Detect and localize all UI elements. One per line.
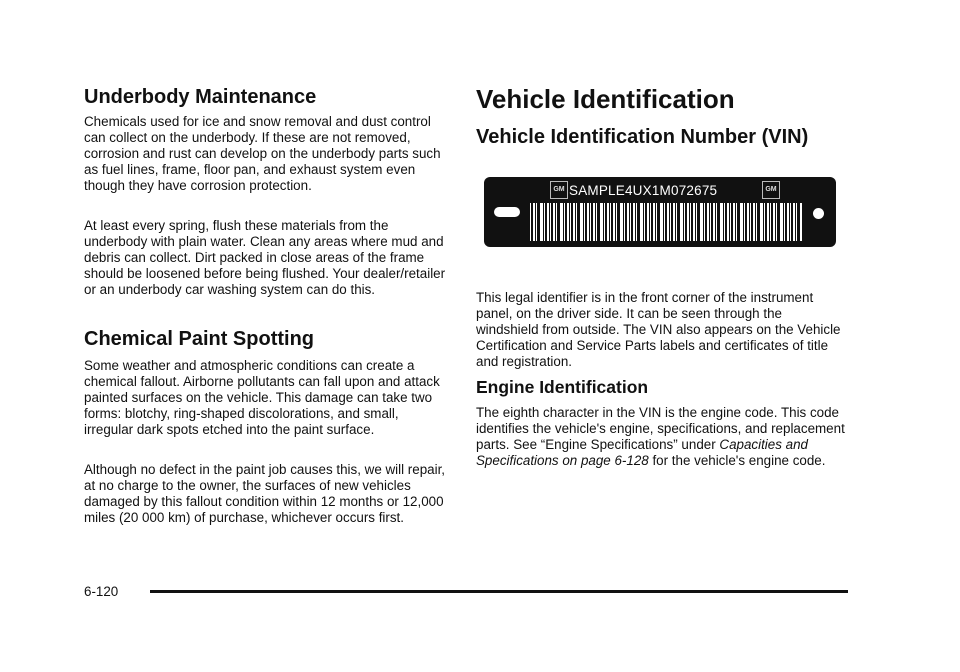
barcode-bar (684, 203, 685, 241)
underbody-paragraph-1: Chemicals used for ice and snow removal and dust control can collect on the underbody. If these are not removed, corrosion and rust can develop on the underbody parts such as fuel lines, frame, floor pan, and exhaust system even though they have corrosion protection. (84, 114, 441, 193)
plate-rivet-hole (813, 208, 824, 219)
barcode-bar (567, 203, 569, 241)
barcode-bar (600, 203, 603, 241)
barcode-bar (556, 203, 557, 241)
barcode-bar (576, 203, 577, 241)
barcode-bar (713, 203, 715, 241)
barcode-bar (630, 203, 631, 241)
barcode-bar (760, 203, 763, 241)
barcode-bar (540, 203, 543, 241)
barcode-bar (587, 203, 589, 241)
barcode-bar (724, 203, 725, 241)
heading-vehicle-identification: Vehicle Identification (476, 84, 735, 114)
barcode-bar (740, 203, 743, 241)
barcode-bar (627, 203, 629, 241)
barcode-bar (536, 203, 537, 241)
barcode-bar (796, 203, 797, 241)
barcode-bar (747, 203, 749, 241)
barcode-bar (787, 203, 789, 241)
heading-vin: Vehicle Identification Number (VIN) (476, 126, 809, 148)
barcode-bar (650, 203, 651, 241)
barcode-bar (776, 203, 777, 241)
barcode-bar (640, 203, 643, 241)
vin-plate-text: SAMPLE4UX1M072675 (569, 183, 718, 198)
barcode-bar (756, 203, 757, 241)
barcode-bar (580, 203, 583, 241)
barcode-bar (730, 203, 731, 241)
footer-rule (150, 590, 848, 593)
barcode-bar (676, 203, 677, 241)
underbody-paragraph-2: At least every spring, flush these materials from the underbody with plain water. Clean any areas where mud and debris can collect. Dirt packed in close areas of the frame should be loosened before being flushed. Your dealer/retailer or an underbody car washing system can do this. (84, 218, 446, 297)
barcode-bar (644, 203, 645, 241)
barcode-bar (736, 203, 737, 241)
barcode-bar (624, 203, 625, 241)
barcode-bar (750, 203, 751, 241)
gm-logo-left: GM (550, 181, 568, 199)
barcode-bar (660, 203, 663, 241)
barcode-bar (620, 203, 623, 241)
barcode-bar (720, 203, 723, 241)
plate-slot (494, 207, 520, 217)
barcode-bar (704, 203, 705, 241)
barcode-bar (530, 203, 531, 241)
barcode-bar (753, 203, 755, 241)
barcode-bar (680, 203, 683, 241)
barcode-bar (767, 203, 769, 241)
barcode-bar (633, 203, 635, 241)
vin-paragraph: This legal identifier is in the front corner of the instrument panel, on the driver side. It can be seen through the windshield from outside. The VIN also appears on the Vehicle Certification and Service Parts labels and certificates of title and registration. (476, 290, 841, 369)
engine-text-a: The eighth character in the VIN is the engine code. This code identifies the vehicle's engine, specifications, and replacement parts. See “Engine Specifications” under (476, 405, 845, 452)
barcode-bar (793, 203, 795, 241)
barcode-bar (764, 203, 765, 241)
vin-barcode (530, 203, 802, 241)
vin-plate-image (484, 177, 836, 247)
barcode-bar (780, 203, 783, 241)
barcode-bar (590, 203, 591, 241)
barcode-bar (544, 203, 545, 241)
barcode-bar (673, 203, 675, 241)
paint-paragraph-2: Although no defect in the paint job causes this, we will repair, at no charge to the owner, the surfaces of new vehicles damaged by this fallout condition within 12 months or 12,000 miles (20 000 km) of purchase, whichever occurs first. (84, 462, 446, 525)
barcode-bar (593, 203, 595, 241)
gm-logo-right: GM (762, 181, 780, 199)
barcode-bar (744, 203, 745, 241)
barcode-bar (664, 203, 665, 241)
barcode-bar (607, 203, 609, 241)
barcode-bar (656, 203, 657, 241)
heading-chemical-paint-spotting: Chemical Paint Spotting (84, 328, 315, 350)
barcode-bar (547, 203, 549, 241)
barcode-bar (610, 203, 611, 241)
barcode-bar (570, 203, 571, 241)
barcode-bar (693, 203, 695, 241)
engine-paragraph (476, 405, 846, 469)
barcode-bar (604, 203, 605, 241)
barcode-bar (696, 203, 697, 241)
barcode-bar (553, 203, 555, 241)
barcode-bar (716, 203, 717, 241)
barcode-bar (773, 203, 775, 241)
barcode-bar (800, 203, 802, 241)
barcode-bar (733, 203, 735, 241)
barcode-bar (770, 203, 771, 241)
barcode-bar (616, 203, 617, 241)
barcode-bar (687, 203, 689, 241)
barcode-bar (533, 203, 535, 241)
page-number: 6-120 (84, 584, 119, 599)
barcode-bar (707, 203, 709, 241)
barcode-bar (560, 203, 563, 241)
barcode-bar (647, 203, 649, 241)
barcode-bar (710, 203, 711, 241)
barcode-bar (636, 203, 637, 241)
barcode-bar (550, 203, 551, 241)
barcode-bar (784, 203, 785, 241)
barcode-bar (670, 203, 671, 241)
barcode-bar (790, 203, 791, 241)
barcode-bar (727, 203, 729, 241)
barcode-bar (653, 203, 655, 241)
engine-page-reference: Capacities and Specifications on page 6-128 (476, 437, 808, 468)
barcode-bar (667, 203, 669, 241)
barcode-bar (700, 203, 703, 241)
engine-text-b: for the vehicle's engine code. (648, 453, 826, 468)
barcode-bar (584, 203, 585, 241)
barcode-bar (613, 203, 615, 241)
heading-engine-identification: Engine Identification (476, 377, 649, 397)
barcode-bar (690, 203, 691, 241)
barcode-bar (564, 203, 565, 241)
paint-paragraph-1: Some weather and atmospheric conditions can create a chemical fallout. Airborne pollutants can fall upon and attack painted surfaces on the vehicle. This damage can take two forms: blotchy, ring-shaped discolorations, and small, irregular dark spots etched into the paint surface. (84, 358, 440, 437)
barcode-bar (596, 203, 597, 241)
barcode-bar (573, 203, 575, 241)
heading-underbody-maintenance: Underbody Maintenance (84, 86, 317, 108)
